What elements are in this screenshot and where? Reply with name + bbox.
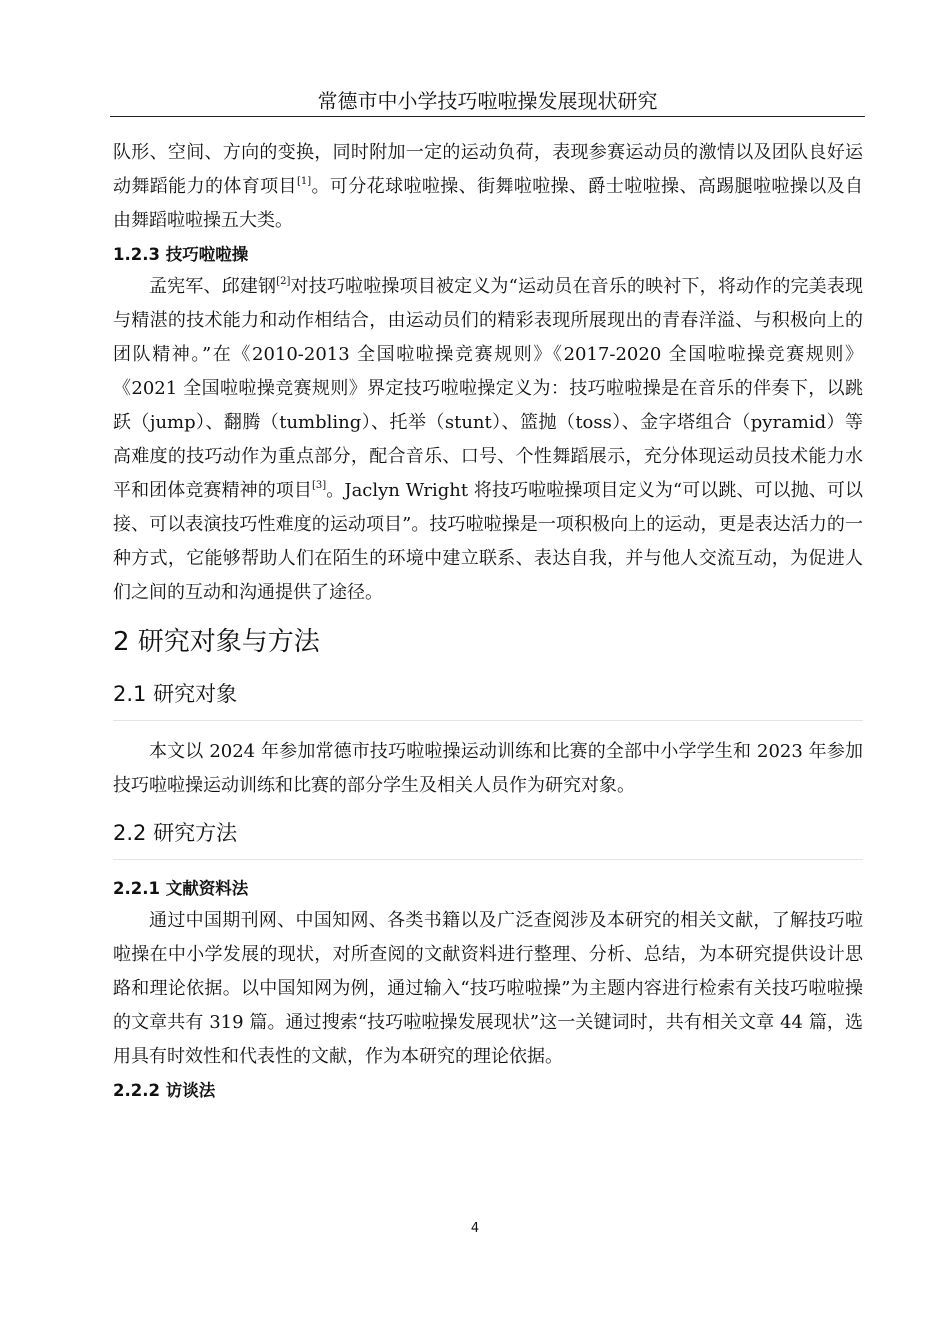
heading-2-2-1: 2.2.1 文献资料法 xyxy=(113,879,249,898)
heading-2-2: 2.2 研究方法 xyxy=(113,817,863,860)
header-rule xyxy=(110,116,865,117)
text-run: 。可分花球啦啦操、街舞啦啦操、爵士啦啦操、高踢腿啦啦操以及自由舞蹈啦啦操五大类。 xyxy=(113,176,864,231)
paragraph-research-object: 本文以 2024 年参加常德市技巧啦啦操运动训练和比赛的全部中小学学生和 2023 年参加技巧啦啦操运动训练和比赛的部分学生及相关人员作为研究对象。 xyxy=(113,741,863,796)
text-run: 。Jaclyn Wright 将技巧啦啦操项目定义为“可以跳、可以抛、可以接、可以表演技巧性难度的运动项目”。技巧啦啦操是一项积极向上的运动，更是表达活力的一种方式，它能够帮助人们在陌生的环境中建立联系、表达自我，并与他人交流互动，为促进人们之间的互动和沟通提供了途径。 xyxy=(113,480,864,603)
citation-ref: [1] xyxy=(296,176,312,187)
heading-2-1: 2.1 研究对象 xyxy=(113,678,863,721)
text-run: 孟宪军、邱建钢 xyxy=(149,276,277,297)
text-run: 对技巧啦啦操项目被定义为“运动员在音乐的映衬下，将动作的完美表现与精湛的技术能力和动作相结合，由运动员们的精彩表现所展现出的青春洋溢、与积极向上的团队精神。”在《2010-2013 全国啦啦操竞赛规则》《2017-2020 全国啦啦操竞赛规则》《2021 全国啦啦操竞赛规则》界定技巧啦啦操定义为：技巧啦啦操是在音乐的伴奏下，以跳跃（jump）、翻腾（tumbling）、托举（stunt）、篮抛（toss）、金字塔组合（pyramid）等高难度的技巧动作为重点部分，配合音乐、口号、个性舞蹈展示，充分体现运动员技术能力水平和团体竞赛精神的项目 xyxy=(113,276,864,501)
paragraph-definition xyxy=(113,270,863,610)
citation-ref: [3] xyxy=(312,480,327,491)
section-2-2-heading-block xyxy=(113,817,863,860)
citation-ref: [2] xyxy=(276,276,291,287)
paragraph-literature-method: 通过中国期刊网、中国知网、各类书籍以及广泛查阅涉及本研究的相关文献，了解技巧啦啦操在中小学发展的现状，对所查阅的文献资料进行整理、分析、总结，为本研究提供设计思路和理论依据。以中国知网为例，通过输入“技巧啦啦操”为主题内容进行检索有关技巧啦啦操的文章共有 319 篇。通过搜索“技巧啦啦操发展现状”这一关键词时，共有相关文章 44 篇，选用具有时效性和代表性的文献，作为本研究的理论依据。 xyxy=(113,910,863,1067)
heading-chapter-2: 2 研究对象与方法 xyxy=(113,627,320,657)
text-run: 队形、空间、方向的变换，同时附加一定的运动负荷，表现参赛运动员的激情以及团队良好运动舞蹈能力的体育项目 xyxy=(113,142,863,197)
running-header: 常德市中小学技巧啦啦操发展现状研究 xyxy=(317,89,658,113)
heading-2-2-2: 2.2.2 访谈法 xyxy=(113,1081,216,1100)
paragraph-intro-continued xyxy=(113,136,863,238)
section-2-1-heading-block xyxy=(113,678,863,721)
page-number: 4 xyxy=(470,1221,480,1236)
heading-1-2-3: 1.2.3 技巧啦啦操 xyxy=(113,245,249,264)
page-content xyxy=(113,136,863,1106)
